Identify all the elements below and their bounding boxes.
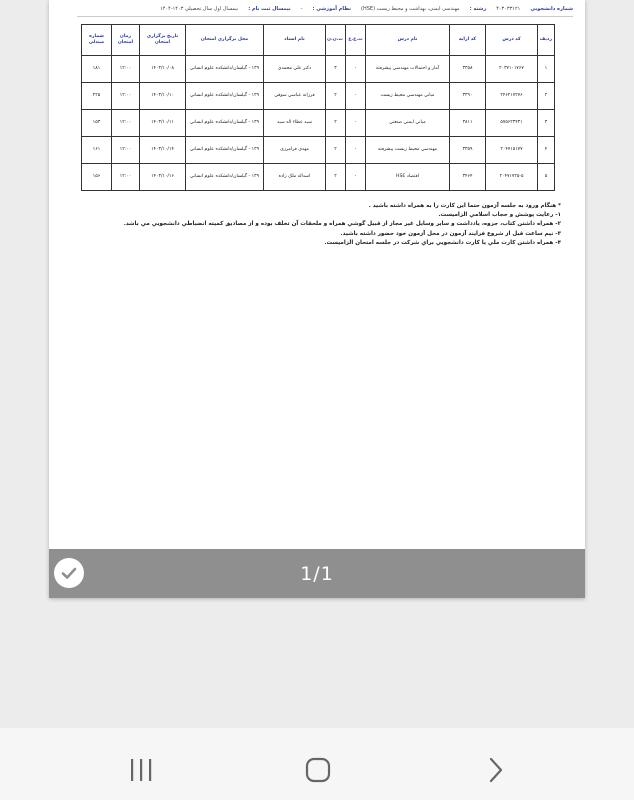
table-cell: ۲ — [326, 137, 346, 164]
term-label: نیمسال ثبت نام : — [248, 6, 291, 12]
table-header-cell: نام درس — [366, 25, 450, 56]
document-page — [49, 0, 585, 598]
table-cell: ۱۳۹ - گیلسان/دانشکده علوم انساني — [186, 137, 264, 164]
viewer-bottom-bar — [49, 549, 585, 598]
table-cell: ۴ — [538, 137, 555, 164]
table-cell: ۱۳۹ - گیلسان/دانشکده علوم انساني — [186, 164, 264, 191]
table-cell: ۱۶۱ — [82, 137, 112, 164]
term-value: نیمسال اول سال تحصيلي ۱۴۰۳-۱۴۰۴ — [160, 6, 239, 12]
table-cell: ۱۲:۰۰ — [112, 164, 140, 191]
table-header-cell: کد ارايه — [450, 25, 486, 56]
table-cell: ۱۴۰۳/۱۰/۱۴ — [140, 137, 186, 164]
exam-rules-notes — [85, 202, 561, 248]
system-value: - — [300, 6, 303, 12]
table-cell: ۲۴۶۲۱۷۲۷۶ — [486, 83, 538, 110]
field-value: مهندسی ایمنی، بهداشت و محیط زیست (HSE) — [361, 6, 460, 12]
field-label: رشته : — [469, 6, 487, 12]
student-number-label: شماره دانشجويي — [530, 6, 573, 12]
table-cell: - — [346, 164, 366, 191]
table-header-cell: ت.ن.ن — [326, 25, 346, 56]
table-cell: ۲۰۳۷۱۰۱۷۶۷ — [486, 56, 538, 83]
table-cell: ۱۸۱ — [82, 56, 112, 83]
table-cell: فرزانه عباسي سوقي — [264, 83, 326, 110]
table-cell: ۵۷۵۶۲۳۴۳۱ — [486, 110, 538, 137]
note-line: ۳- نيم ساعت قبل از شروع فرايند آزمون در محل آزمون خود حضور داشته باشيد. — [340, 230, 561, 237]
table-cell: دکتر علي محمدي — [264, 56, 326, 83]
table-cell: ۳ — [538, 110, 555, 137]
table-row — [82, 110, 555, 137]
table-cell: ۳۳۵۸ — [450, 56, 486, 83]
header-divider — [77, 16, 573, 17]
table-cell: ۱۲:۰۰ — [112, 56, 140, 83]
table-header-cell: تاريخ برگزاري امتحان — [140, 25, 186, 56]
table-cell: مباني مهندسي محيط زيست — [366, 83, 450, 110]
table-header-cell: محل برگزاري امتحان — [186, 25, 264, 56]
table-header-cell: رديف — [538, 25, 555, 56]
student-header — [77, 3, 573, 15]
note-line: ۴- همراه داشتن کارت ملي يا کارت دانشجويي براي شرکت در جلسه امتحان الزاميست. — [324, 239, 561, 246]
table-cell: - — [346, 83, 366, 110]
note-line: * هنگام ورود به جلسه آزمون حتما اين کارت را به همراه داشته باشيد . — [368, 203, 561, 209]
table-cell: مهدي فرامرزي — [264, 137, 326, 164]
table-cell: ۱۴۰۳/۱۰/۱۰ — [140, 83, 186, 110]
student-number-value: ۴۰۳۰۳۳۱۲۱ — [496, 6, 521, 12]
home-glyph — [304, 756, 332, 784]
table-cell: ۱۳۹ - گیلسان/دانشکده علوم انساني — [186, 56, 264, 83]
table-cell: اسداله ملک زاده — [264, 164, 326, 191]
table-cell: - — [346, 56, 366, 83]
table-cell: آمار و احتمالات مهندسي پيشرفته — [366, 56, 450, 83]
table-cell: ۲ — [326, 83, 346, 110]
table-cell: ۱۴۰۳/۱۰/۱۱ — [140, 110, 186, 137]
table-header-cell: ت.ع.ع — [346, 25, 366, 56]
table-cell: ۱۲:۰۰ — [112, 83, 140, 110]
table-row — [82, 56, 555, 83]
table-cell: ۱۳۹ - گیلسان/دانشکده علوم انساني — [186, 83, 264, 110]
table-cell: ۱۳۹ - گیلسان/دانشکده علوم انساني — [186, 110, 264, 137]
home-icon[interactable] — [298, 750, 338, 790]
table-cell: ۱۵۶ — [82, 164, 112, 191]
table-cell: ۲۰۴۷۱۵۱۷۷ — [486, 137, 538, 164]
table-header-row — [82, 25, 555, 56]
table-cell: ۱۵۳ — [82, 110, 112, 137]
table-row — [82, 83, 555, 110]
table-cell: ۲ — [538, 83, 555, 110]
table-cell: مهندسي محيط زيست پيشرفته — [366, 137, 450, 164]
table-header-cell: کد درس — [486, 25, 538, 56]
table-cell: ۳۴۶۴ — [450, 164, 486, 191]
table-cell: سيد عطاء اله سيد — [264, 110, 326, 137]
exam-schedule-table — [81, 24, 555, 191]
android-navigation-bar — [0, 728, 634, 800]
table-cell: - — [346, 110, 366, 137]
table-row — [82, 137, 555, 164]
back-glyph — [484, 756, 508, 784]
table-cell: ۲ — [326, 110, 346, 137]
table-cell: ۳۳۹۰ — [450, 83, 486, 110]
table-cell: ۱۲:۰۰ — [112, 110, 140, 137]
table-cell: ۳۳۵۹ — [450, 137, 486, 164]
table-cell: ۱ — [538, 56, 555, 83]
note-line: ۱- رعايت پوشش و حجاب اسلامي الزاميست. — [438, 212, 561, 219]
page-indicator: 1/1 — [300, 562, 334, 585]
recent-apps-icon[interactable] — [121, 750, 161, 790]
table-cell: ۵ — [538, 164, 555, 191]
table-cell: - — [346, 137, 366, 164]
table-header-cell: زمان امتحان — [112, 25, 140, 56]
table-cell: ۲۰۴۷۱۷۲۵-۵ — [486, 164, 538, 191]
table-cell: ۱۴۰۳/۱۰/۱۶ — [140, 164, 186, 191]
note-line: ۲- همراه داشتن کتاب، جزوه، يادداشت و ساير وسايل غير مجاز از قبيل گوشي همراه و ملحقات آن تخلف بوده و از مصاديق کميته انضباطي دانشجويي مي باشد. — [123, 221, 561, 228]
system-label: نظام آموزشي : — [312, 6, 352, 12]
table-row — [82, 164, 555, 191]
table-cell: مباني ايمني صنعتي — [366, 110, 450, 137]
table-header-cell: شماره صندلي — [82, 25, 112, 56]
table-cell: ۳ — [326, 56, 346, 83]
table-cell: ۳۸۱۱ — [450, 110, 486, 137]
table-cell: اقتصاد HSE — [366, 164, 450, 191]
table-cell: ۱۴۰۳/۱۰/۰۸ — [140, 56, 186, 83]
recent-apps-glyph — [128, 757, 154, 783]
table-cell: ۱۲:۰۰ — [112, 137, 140, 164]
table-cell: ۲۲۵ — [82, 83, 112, 110]
back-icon[interactable] — [476, 750, 516, 790]
table-header-cell: نام استاد — [264, 25, 326, 56]
table-cell: ۲ — [326, 164, 346, 191]
